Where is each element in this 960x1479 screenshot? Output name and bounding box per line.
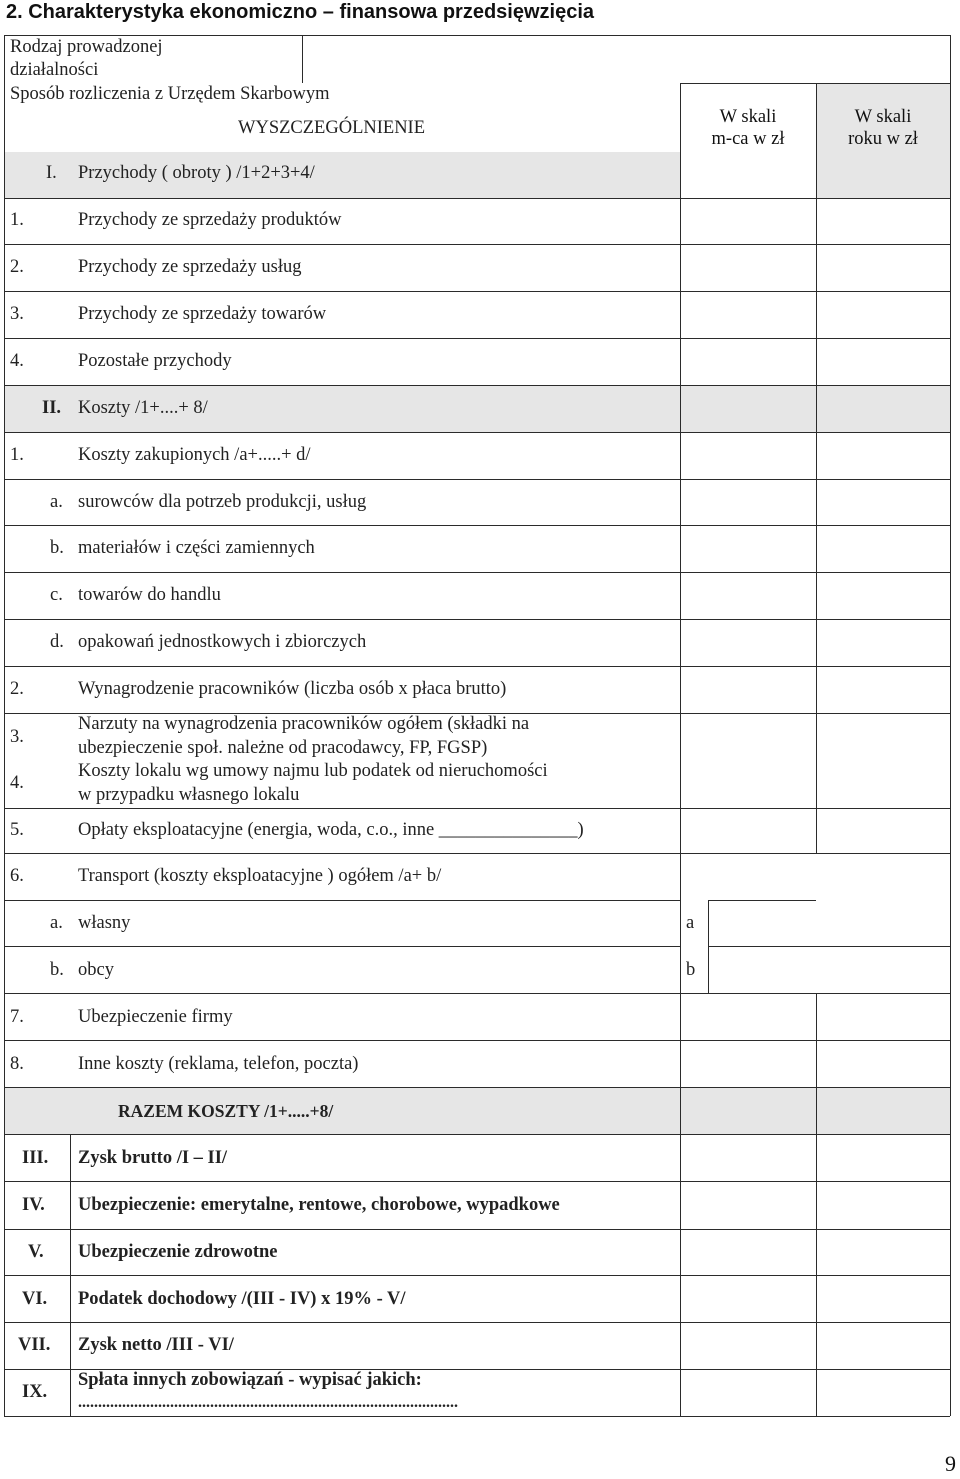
row-num: III.	[22, 1148, 49, 1168]
row-num: IV.	[22, 1195, 45, 1215]
row-num: II.	[42, 398, 62, 418]
row-num: IX.	[22, 1382, 48, 1402]
row-num: 3.	[10, 304, 24, 324]
row-label: Koszty zakupionych /a+.....+ d/	[78, 445, 311, 465]
row-num: 4.	[10, 351, 24, 371]
column-header-yearly-line2: roku w zł	[848, 129, 918, 149]
row-label: Ubezpieczenie firmy	[78, 1007, 233, 1027]
row-num: d.	[50, 632, 64, 652]
row-num: a.	[50, 492, 63, 512]
rodzaj-dzialalnosci-label-line2: działalności	[10, 60, 99, 80]
row-label: Podatek dochodowy /(III - IV) x 19% - V/	[78, 1289, 406, 1309]
row-label-line1: Narzuty na wynagrodzenia pracowników ogółem (składki na	[78, 714, 530, 734]
row-num: 1.	[10, 210, 24, 230]
row-label-line2: ...............................................................................................	[78, 1394, 458, 1411]
row-label: własny	[78, 913, 131, 933]
row-label: Inne koszty (reklama, telefon, poczta)	[78, 1054, 359, 1074]
row-num: V.	[28, 1242, 44, 1262]
row-num: 7.	[10, 1007, 24, 1027]
row-label: Opłaty eksploatacyjne (energia, woda, c.o., inne _______________)	[78, 820, 584, 840]
column-header-yearly	[816, 106, 950, 150]
razem-koszty-label: RAZEM KOSZTY /1+.....+8/	[118, 1101, 334, 1121]
column-header-monthly-line2: m-ca w zł	[711, 129, 785, 149]
row-label: Ubezpieczenie zdrowotne	[78, 1242, 278, 1262]
row-label-line1: Spłata innych zobowiązań - wypisać jakich:	[78, 1370, 422, 1390]
row-label: Zysk brutto /I – II/	[78, 1148, 228, 1168]
row-label: Zysk netto /III - VI/	[78, 1335, 234, 1355]
row-num: b.	[50, 538, 64, 558]
row-label-line2: ubezpieczenie społ. należne od pracodawcy, FP, FGSP)	[78, 738, 488, 758]
row-num: 4.	[10, 773, 24, 793]
row-num: 6.	[10, 866, 24, 886]
row-num: c.	[50, 585, 63, 605]
row-label: obcy	[78, 960, 114, 980]
row-num: 1.	[10, 445, 24, 465]
row-num: I.	[46, 163, 57, 183]
wyszczegolnienie-header: WYSZCZEGÓLNIENIE	[238, 118, 426, 138]
column-header-monthly	[680, 106, 816, 150]
row-label: Przychody ( obroty ) /1+2+3+4/	[78, 163, 315, 183]
row-tag: b	[686, 960, 696, 980]
row-tag: a	[686, 913, 695, 933]
column-header-monthly-line1: W skali	[719, 107, 777, 127]
row-label: Przychody ze sprzedaży towarów	[78, 304, 327, 324]
row-label: Ubezpieczenie: emerytalne, rentowe, chorobowe, wypadkowe	[78, 1195, 560, 1215]
row-label: materiałów i części zamiennych	[78, 538, 315, 558]
row-label: Przychody ze sprzedaży produktów	[78, 210, 342, 230]
row-label: Koszty /1+....+ 8/	[78, 398, 208, 418]
row-label: Transport (koszty eksploatacyjne ) ogółem /a+ b/	[78, 866, 442, 886]
row-num: 2.	[10, 679, 24, 699]
column-header-yearly-line1: W skali	[854, 107, 912, 127]
row-label: Wynagrodzenie pracowników (liczba osób x płaca brutto)	[78, 679, 507, 699]
page-number: 9	[945, 1451, 956, 1476]
row-label: surowców dla potrzeb produkcji, usług	[78, 492, 367, 512]
row-num: 3.	[10, 727, 24, 747]
row-num: VI.	[22, 1289, 48, 1309]
row-num: 2.	[10, 257, 24, 277]
row-label-line1: Koszty lokalu wg umowy najmu lub podatek od nieruchomości	[78, 761, 548, 781]
row-label: Przychody ze sprzedaży usług	[78, 257, 302, 277]
row-label: Pozostałe przychody	[78, 351, 232, 371]
row-background-przychody-col2	[816, 152, 950, 198]
row-num: 8.	[10, 1054, 24, 1074]
row-label-line2: w przypadku własnego lokalu	[78, 785, 300, 805]
row-label: opakowań jednostkowych i zbiorczych	[78, 632, 367, 652]
rodzaj-dzialalnosci-field[interactable]	[303, 36, 949, 82]
section-heading: 2. Charakterystyka ekonomiczno – finansowa przedsięwzięcia	[6, 1, 595, 23]
row-num: 5.	[10, 820, 24, 840]
row-label: towarów do handlu	[78, 585, 221, 605]
rodzaj-dzialalnosci-label: Rodzaj prowadzonej	[10, 37, 163, 57]
row-num: b.	[50, 960, 64, 980]
row-num: a.	[50, 913, 63, 933]
sposob-rozliczenia-label: Sposób rozliczenia z Urzędem Skarbowym	[10, 84, 330, 104]
row-num: VII.	[18, 1335, 51, 1355]
